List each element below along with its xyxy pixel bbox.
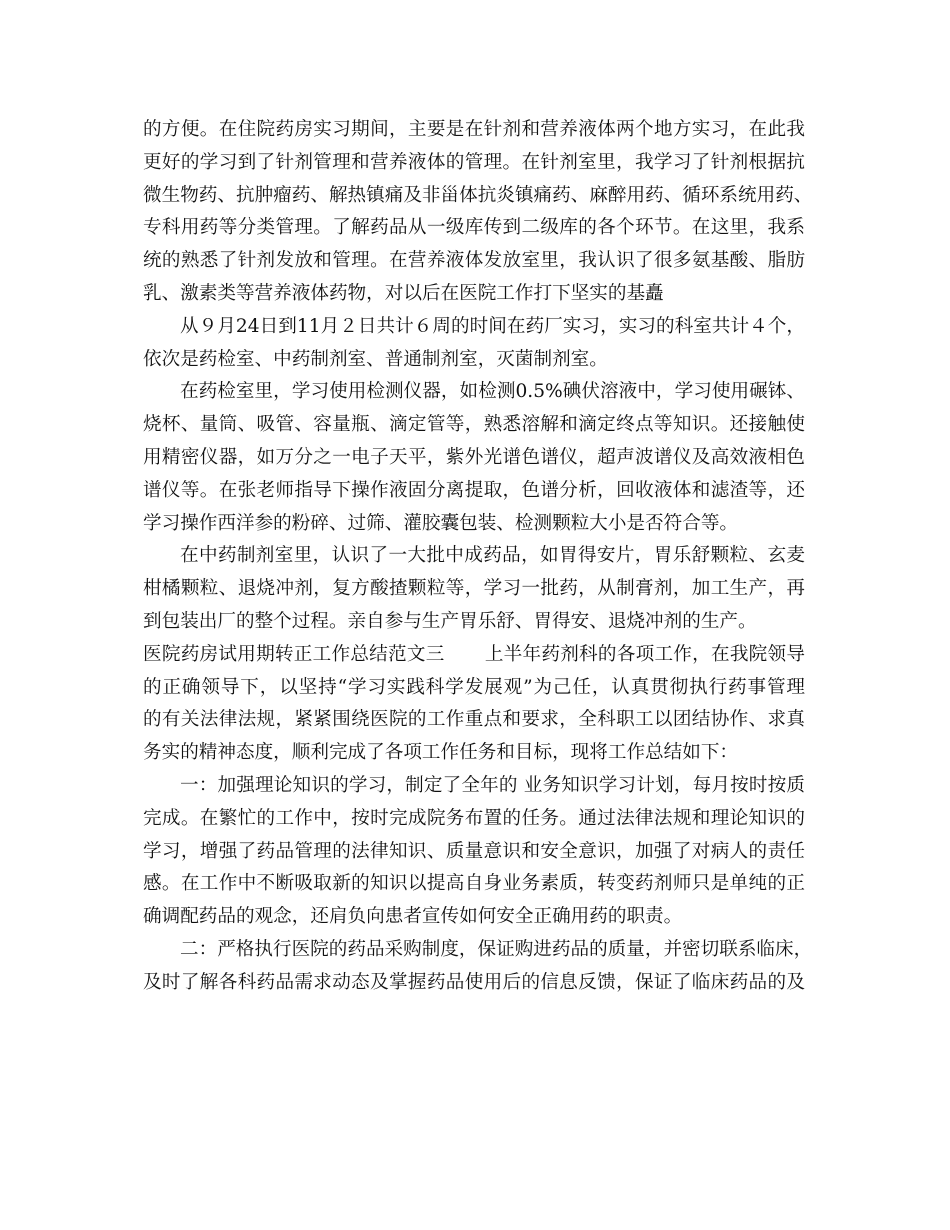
text-line: 学习，增强了药品管理的法律知识、质量意识和安全意识，加强了对病人的责任 xyxy=(143,840,805,862)
text-line: 乳、激素类等营养液体药物，对以后在医院工作打下坚实的基矗 xyxy=(143,282,664,304)
text-line: 柑橘颗粒、退烧冲剂，复方酸揸颗粒等，学习一批药，从制膏剂，加工生产，再 xyxy=(143,578,805,600)
text-line: 感。在工作中不断吸取新的知识以提高自身业务素质，转变药剂师只是单纯的正 xyxy=(143,873,805,895)
text-line: 微生物药、抗肿瘤药、解热镇痛及非甾体抗炎镇痛药、麻醉用药、循环系统用药、 xyxy=(143,184,813,206)
document-body xyxy=(143,114,813,1000)
section-heading: 医院药房试用期转正工作总结范文三 xyxy=(143,643,445,665)
text-line: 确调配药品的观念，还肩负向患者宣传如何安全正确用药的职责。 xyxy=(143,906,683,928)
text-line: 依次是药检室、中药制剂室、普通制剂室，灭菌制剂室。 xyxy=(143,348,608,370)
text-line xyxy=(143,639,805,672)
text-line: 烧杯、量筒、吸管、容量瓶、滴定管等，熟悉溶解和滴定终点等知识。还接触使 xyxy=(143,414,805,436)
text-line: 一：加强理论知识的学习，制定了全年的 业务知识学习计划，每月按时按质 xyxy=(180,774,805,796)
text-line: 在药检室里，学习使用检测仪器，如检测0.5%碘伏溶液中，学习使用碾钵、 xyxy=(180,381,805,403)
text-line: 务实的精神态度，顺利完成了各项工作任务和目标，现将工作总结如下： xyxy=(143,742,739,764)
text-line: 的方便。在住院药房实习期间，主要是在针剂和营养液体两个地方实习，在此我 xyxy=(143,119,805,140)
text-line: 二：严格执行医院的药品采购制度，保证购进药品的质量，并密切联系临床， xyxy=(180,938,813,960)
text-line: 到包装出厂的整个过程。亲自参与生产胃乐舒、胃得安、退烧冲剂的生产。 xyxy=(143,610,757,632)
text-line: 及时了解各科药品需求动态及掌握药品使用后的信息反馈，保证了临床药品的及 xyxy=(143,971,805,993)
text-line: 的有关法律法规，紧紧围绕医院的工作重点和要求，全科职工以团结协作、求真 xyxy=(143,709,805,731)
text-line: 从９月24日到11月２日共计６周的时间在药厂实习，实习的科室共计４个， xyxy=(180,315,805,337)
text-line: 用精密仪器，如万分之一电子天平，紫外光谱色谱仪，超声波谱仪及高效液相色 xyxy=(143,446,805,468)
text-line: 在中药制剂室里，认识了一大批中成药品，如胃得安片，胃乐舒颗粒、玄麦 xyxy=(180,545,805,567)
text-line: 学习操作西洋参的粉碎、过筛、灌胶囊包装、检测颗粒大小是否符合等。 xyxy=(143,512,739,534)
text-line: 完成。在繁忙的工作中，按时完成院务布置的任务。通过法律法规和理论知识的 xyxy=(143,807,805,829)
text-line: 的正确领导下，以坚持“学习实践科学发展观”为己任，认真贯彻执行药事管理 xyxy=(143,676,805,698)
text-line: 更好的学习到了针剂管理和营养液体的管理。在针剂室里，我学习了针剂根据抗 xyxy=(143,151,805,173)
paragraph-text: 上半年药剂科的各项工作，在我院领导 xyxy=(484,643,805,665)
text-line: 谱仪等。在张老师指导下操作液固分离提取，色谱分析，回收液体和滤渣等，还 xyxy=(143,479,805,501)
text-line: 专科用药等分类管理。了解药品从一级库传到二级库的各个环节。在这里，我系 xyxy=(143,217,805,239)
text-line: 统的熟悉了针剂发放和管理。在营养液体发放室里，我认识了很多氨基酸、脂肪 xyxy=(143,250,805,272)
